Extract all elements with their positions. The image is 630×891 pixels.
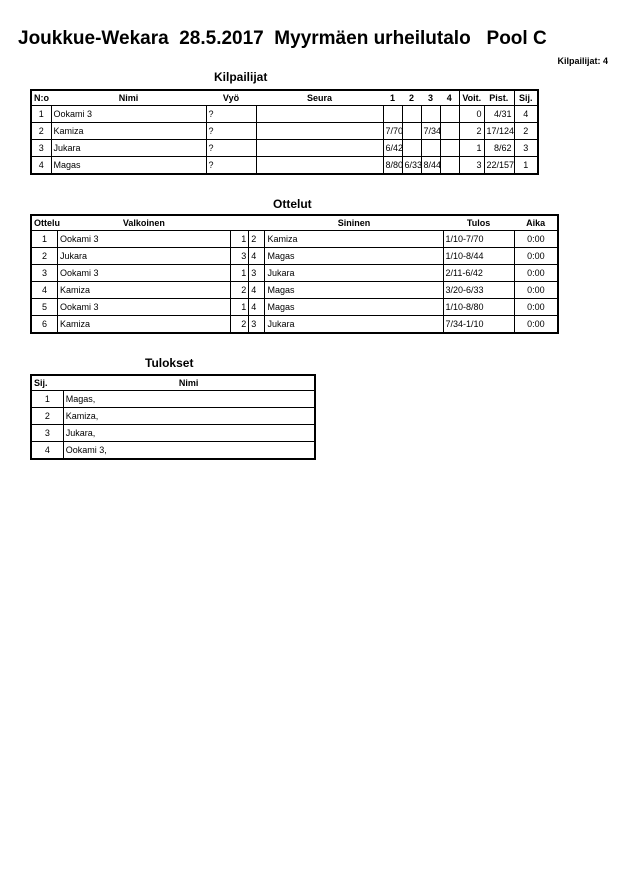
matches-heading: Ottelut [273,197,312,211]
table-row [31,425,315,442]
col-header: Tulos [443,215,514,231]
match-no: 1 [31,231,57,248]
competitor-points: 8/62 [484,140,514,157]
match-result: 3/20-6/33 [443,282,514,299]
match-no: 3 [31,265,57,282]
col-header: Seura [256,90,383,106]
competitor-place: 3 [514,140,538,157]
table-row [31,282,558,299]
col-header: 4 [440,90,459,106]
col-header: Nimi [63,375,315,391]
match-no: 2 [31,248,57,265]
match-result: 1/10-8/80 [443,299,514,316]
table-row [31,157,538,175]
competitor-belt: ? [206,140,256,157]
competitor-belt: ? [206,106,256,123]
blue-name: Magas [265,282,443,299]
white-name: Kamiza [57,282,230,299]
competitor-wins: 1 [459,140,484,157]
col-header: Pist. [484,90,514,106]
table-row [31,265,558,282]
white-name: Ookami 3 [57,231,230,248]
competitors-header-row [31,90,538,106]
match-score [402,140,421,157]
col-header: Vyö [206,90,256,106]
competitor-no: 2 [31,123,51,140]
match-no: 5 [31,299,57,316]
table-row [31,391,315,408]
blue-no: 3 [249,316,265,334]
white-no: 1 [230,231,248,248]
competitor-wins: 2 [459,123,484,140]
white-no: 1 [230,265,248,282]
match-result: 1/10-8/44 [443,248,514,265]
results-table [30,374,316,460]
blue-no: 2 [249,231,265,248]
competitor-name: Jukara [51,140,206,157]
competitor-no: 1 [31,106,51,123]
result-name: Jukara, [63,425,315,442]
competitor-name: Kamiza [51,123,206,140]
competitor-wins: 3 [459,157,484,175]
match-time: 0:00 [514,265,558,282]
result-place: 1 [31,391,63,408]
col-header: Sij. [31,375,63,391]
result-place: 4 [44,445,50,455]
match-time: 0:00 [514,316,558,334]
competitor-name: Magas [51,157,206,175]
competitor-wins: 0 [459,106,484,123]
competitor-no: 4 [38,160,44,170]
match-no: 6 [41,319,47,329]
table-row [31,123,538,140]
competitor-belt: ? [206,123,256,140]
matches-header-row [31,215,558,231]
match-score: 7/70 [383,123,402,140]
col-header: Aika [514,215,558,231]
result-name: Magas, [63,391,315,408]
col-header: Ottelu [31,215,57,231]
match-score [402,106,421,123]
match-score [440,140,459,157]
match-score [440,123,459,140]
competitor-club [256,140,383,157]
match-no: 4 [31,282,57,299]
col-header: Valkoinen [57,215,230,231]
results-heading: Tulokset [145,356,194,370]
competitor-name: Ookami 3 [51,106,206,123]
blue-no: 4 [249,282,265,299]
competitors-heading: Kilpailijat [214,70,268,84]
white-no: 1 [230,299,248,316]
match-score [383,106,402,123]
competitor-points: 22/157 [484,157,514,175]
competitor-place: 1 [514,157,538,175]
competitor-points: 4/31 [484,106,514,123]
match-score [421,140,440,157]
blue-no: 3 [249,265,265,282]
match-result: 1/10-7/70 [443,231,514,248]
competitor-club [256,106,383,123]
match-time: 0:00 [514,282,558,299]
table-row [31,408,315,425]
match-result: 2/11-6/42 [443,265,514,282]
blue-name: Magas [265,299,443,316]
blue-name: Kamiza [265,231,443,248]
col-header: N:o [31,90,51,106]
col-header: Nimi [51,90,206,106]
white-name: Kamiza [57,316,230,334]
table-row [31,106,538,123]
competitor-belt: ? [206,157,256,175]
blue-name: Jukara [265,316,443,334]
blue-no: 4 [249,248,265,265]
match-score [402,123,421,140]
white-no: 2 [230,282,248,299]
page-title: Joukkue-Wekara 28.5.2017 Myyrmäen urheilutalo Pool C [18,28,547,49]
competitor-club [256,157,383,175]
table-row [31,231,558,248]
match-time: 0:00 [514,231,558,248]
match-score: 6/42 [383,140,402,157]
match-score [421,106,440,123]
result-place: 3 [31,425,63,442]
col-header: Sij. [514,90,538,106]
competitors-table [30,89,539,175]
competitor-points: 17/124 [484,123,514,140]
white-no: 3 [230,248,248,265]
white-name: Jukara [57,248,230,265]
table-row [31,140,538,157]
table-row [31,299,558,316]
match-time: 0:00 [514,248,558,265]
blue-name: Jukara [265,265,443,282]
blue-no: 4 [249,299,265,316]
white-name: Ookami 3 [57,299,230,316]
match-result: 7/34-1/10 [443,316,514,334]
white-no: 2 [230,316,248,334]
match-score: 8/80 [383,157,402,175]
results-header-row [31,375,315,391]
result-name: Kamiza, [63,408,315,425]
col-header: 1 [383,90,402,106]
match-time: 0:00 [514,299,558,316]
match-score [440,157,459,175]
blue-name: Magas [265,248,443,265]
result-name: Ookami 3, [63,442,315,460]
col-header: Sininen [265,215,443,231]
competitor-place: 2 [514,123,538,140]
table-row [31,316,558,334]
white-name: Ookami 3 [57,265,230,282]
competitor-no: 3 [31,140,51,157]
match-score: 7/34 [421,123,440,140]
col-header: 2 [402,90,421,106]
result-place: 2 [31,408,63,425]
match-score: 8/44 [421,157,440,175]
match-score: 6/33 [402,157,421,175]
competitor-place: 4 [514,106,538,123]
competitor-club [256,123,383,140]
table-row [31,442,315,460]
match-score [440,106,459,123]
participant-count: Kilpailijat: 4 [557,56,608,66]
matches-table [30,214,559,334]
table-row [31,248,558,265]
col-header: 3 [421,90,440,106]
col-header: Voit. [459,90,484,106]
